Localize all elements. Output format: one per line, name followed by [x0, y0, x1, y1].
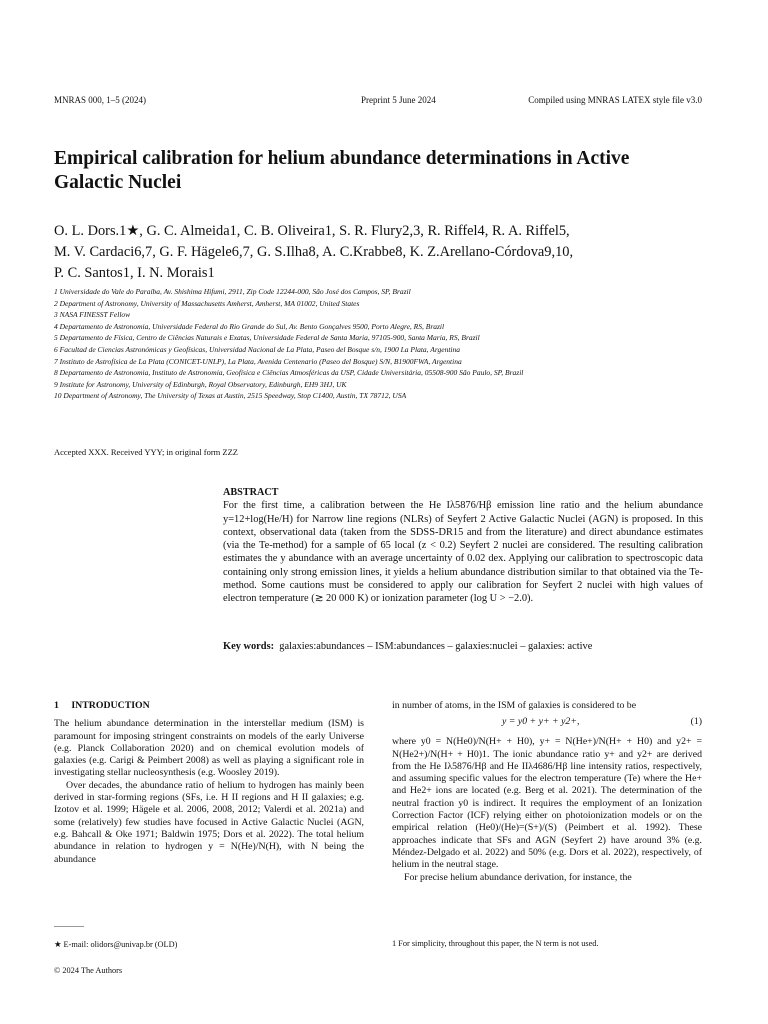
section-number: 1: [54, 700, 59, 711]
affiliation-list: [54, 286, 734, 402]
affiliation: 3 NASA FINESST Fellow: [54, 310, 131, 320]
section-heading: [54, 700, 364, 712]
affiliation: 8 Departamento de Astronomia, Instituto de Astronomia, Geofísica e Ciências Atmosféricas da USP, Cidade Universitária, 05508-900 São Paulo, SP, Brazil: [54, 368, 524, 378]
preprint-date: Preprint 5 June 2024: [361, 95, 436, 105]
equation-number: (1): [690, 716, 702, 728]
equation-body: y = y0 + y+ + y2+,: [502, 716, 580, 728]
left-column: [54, 700, 364, 866]
accepted-line: Accepted XXX. Received YYY; in original form ZZZ: [54, 447, 238, 457]
right-column: [392, 700, 702, 884]
footnote-email: ★ E-mail: olidors@univap.br (OLD): [54, 940, 178, 949]
paragraph-2: Over decades, the abundance ratio of helium to hydrogen has mainly been derived in star-forming regions (SFs, i.e. H II regions and H II galaxies; e.g. Izotov et al. 1999; Hägele et al. 2006, 2008, 2012; Valerdi et al. 2021a) and some (relatively) few studies have focused in Active Galactic Nuclei (AGN, e.g. Bahcall & Oke 1971; Baldwin 1975; Dors et al. 2022). The total helium abundance in relation to hydrogen y = N(He)/N(H), with N being the abundance: [54, 779, 364, 865]
affiliation: 2 Department of Astronomy, University of Massachusetts Amherst, Amherst, MA 01002, United States: [54, 298, 360, 308]
keywords-block: [223, 641, 703, 652]
section-title: INTRODUCTION: [71, 700, 150, 711]
paragraph-1: The helium abundance determination in the interstellar medium (ISM) is paramount for imposing stringent constraints on models of the early Universe (e.g. Planck Collaboration 2020) and on chemical evolution models of galaxies (e.g. Carigi & Peimbert 2008) as well as playing a significant role in investigating stellar nucleosynthesis (e.g. Woosley 2019).: [54, 718, 364, 779]
journal-ref: MNRAS 000, 1–5 (2024): [54, 95, 147, 105]
paragraph-4: For precise helium abundance derivation, for instance, the: [404, 871, 632, 883]
equation-1: [392, 716, 702, 732]
affiliation: 7 Instituto de Astrofísica de La Plata (CONICET-UNLP), La Plata, Avenida Centenario (Paseo del Bosque) S/N, B1900FWA, Argentina: [54, 356, 462, 366]
footnote-1: 1 For simplicity, throughout this paper, the N term is not used.: [392, 939, 599, 948]
affiliation: 1 Universidade do Vale do Paraíba, Av. Shishima Hifumi, 2911, Zip Code 12244-000, São José dos Campos, SP, Brazil: [54, 287, 411, 296]
keywords-label: Key words:: [223, 641, 275, 652]
body-paragraphs: [392, 736, 702, 884]
abstract-text: For the first time, a calibration between the He Iλ5876/Hβ emission line ratio and the helium abundance y=12+log(He/H) for Narrow line regions (NLRs) of Seyfert 2 Active Galactic Nuclei (AGN) is proposed. In this context, observational data (taken from the SDSS-DR15 and from the literature) and direct abundance estimates (via the Te-method) for a sample of 65 local (z < 0.2) Seyfert 2 nuclei are considered. The resulting calibration estimates the y abundance with an average uncertainty of 0.02 dex. Applying our calibration to spectroscopic data containing only strong emission lines, it yields a helium abundance distribution similar to that obtained via the Te-method. Some cautions must be considered to apply our calibration for Seyfert 2 nuclei with high values of electron temperature (≳ 20 000 K) or ionization parameter (log U > −2.0).: [223, 500, 703, 605]
affiliation: 6 Facultad de Ciencias Astronómicas y Geofísicas, Universidad Nacional de La Plata, Paseo del Bosque s/n, 1900 La Plata, Argentina: [54, 344, 461, 354]
abstract-heading: ABSTRACT: [223, 487, 279, 498]
intro-paragraph: [54, 718, 364, 866]
author-line: O. L. Dors.1★, G. C. Almeida1, C. B. Oliveira1, S. R. Flury2,3, R. Riffel4, R. A. Riffel5,: [54, 223, 570, 239]
lead-text: in number of atoms, in the ISM of galaxies is considered to be: [392, 700, 637, 711]
running-header: [54, 95, 702, 109]
paragraph-3: where y0 = N(He0)/N(H+ + H0), y+ = N(He+)/N(H+ + H0) and y2+ = N(He2+)/N(H+ + H0)1. The ionic abundance ratio y+ and y2+ are derived from the He Iλ5876/Hβ and He IIλ4686/Hβ line intensity ratios, respectively, and assuming specific values for the electron temperature (Te) where the He+ and He2+ ions are located (e.g. Berg et al. 2021). The determination of the neutral fraction y0 is indirect. It requires the employment of an Ionization Correction Factor (ICF) relying either on photoionization models or on the empirical relation (He0)/(He)=(S+)/(S) (Peimbert et al. 1992). These approaches indicate that SFs and AGN (Seyfert 2) have around 3% (e.g. Méndez-Delgado et al. 2022) and 50% (e.g. Dors et al. 2022), respectively, of helium in the neutral stage.: [392, 736, 702, 871]
keywords-text: galaxies:abundances – ISM:abundances – galaxies:nuclei – galaxies: active: [279, 641, 593, 652]
affiliation: 10 Department of Astronomy, The University of Texas at Austin, 2515 Speedway, Stop C1400, Austin, TX 78712, USA: [54, 391, 407, 401]
affiliation: 9 Institute for Astronomy, University of Edinburgh, Royal Observatory, Edinburgh, EH9 3HJ, UK: [54, 379, 347, 389]
affiliation: 4 Departamento de Astronomia, Universidade Federal do Rio Grande do Sul, Av. Bento Gonçalves 9500, Porto Alegre, RS, Brazil: [54, 321, 445, 331]
compiled-note: Compiled using MNRAS LATEX style file v3.0: [528, 95, 702, 105]
author-list: [54, 221, 714, 284]
footnote-rule: [54, 926, 84, 927]
paper-title: Empirical calibration for helium abundance determinations in Active Galactic Nuclei: [54, 148, 630, 193]
author-line: M. V. Cardaci6,7, G. F. Hägele6,7, G. S.Ilha8, A. C.Krabbe8, K. Z.Arellano-Córdova9,10,: [54, 244, 574, 260]
affiliation: 5 Departamento de Física, Centro de Ciências Naturais e Exatas, Universidade Federal de Santa Maria, 97105-900, Santa Maria, RS, Brazil: [54, 333, 480, 343]
abstract-block: [223, 486, 703, 606]
copyright-line: © 2024 The Authors: [54, 966, 123, 975]
author-line: P. C. Santos1, I. N. Morais1: [54, 265, 215, 281]
